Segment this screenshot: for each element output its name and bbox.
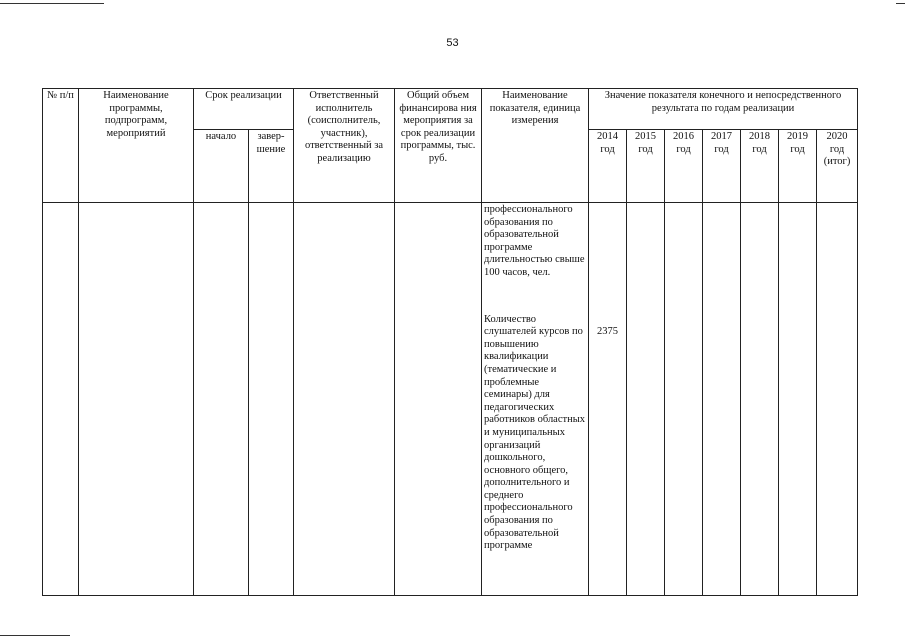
cell-value-2019 (779, 203, 817, 596)
header-name: Наименование программы, подпрограмм, мероприятий (79, 89, 194, 203)
header-funding: Общий объем финансирова ния мероприятия за срок реализации программы, тыс. руб. (395, 89, 482, 203)
header-year-2019: 2019 год (779, 130, 817, 203)
header-executor: Ответственный исполнитель (соисполнитель, участник), ответственный за реализацию (294, 89, 395, 203)
cell-value-2017 (703, 203, 741, 596)
page-number: 53 (446, 37, 459, 49)
header-period: Срок реализации (194, 89, 294, 130)
header-year-2016: 2016 год (665, 130, 703, 203)
table-row (43, 203, 858, 596)
header-row-1 (43, 89, 858, 130)
value-2014: 2375 (597, 326, 619, 337)
indicator-next-text: Количество слушателей курсов по повышению квалификации (тематические и проблемные семинары) для педагогических работников областных и муниципальных организаций дошкольного, основного общего, дополнительного и среднего профессионального образования по образовательной программе (484, 313, 586, 552)
cell-value-2018 (741, 203, 779, 596)
cell-value-2016 (665, 203, 703, 596)
cell-end (249, 203, 294, 596)
cell-start (194, 203, 249, 596)
cell-num (43, 203, 79, 596)
header-values-group: Значение показателя конечного и непосредственного результата по годам реализации (589, 89, 858, 130)
header-start: начало (194, 130, 249, 203)
program-table (42, 88, 858, 596)
cell-executor (294, 203, 395, 596)
cell-indicator (482, 203, 589, 596)
cell-value-2015 (627, 203, 665, 596)
header-indicator: Наименование показателя, единица измерения (482, 89, 589, 203)
indicator-continued-text: профессионального образования по образовательной программе длительностью свыше 100 часов, чел. (484, 204, 585, 278)
cell-name (79, 203, 194, 596)
header-num: № п/п (43, 89, 79, 203)
header-year-2018: 2018 год (741, 130, 779, 203)
header-year-2015: 2015 год (627, 130, 665, 203)
cell-funding (395, 203, 482, 596)
header-year-2017: 2017 год (703, 130, 741, 203)
scan-artifact-top-right (896, 3, 905, 4)
scan-artifact-bottom-left (0, 635, 70, 636)
cell-value-2020 (817, 203, 858, 596)
header-end: завер-шение (249, 130, 294, 203)
scan-artifact-top-left (0, 3, 104, 4)
header-year-2014: 2014 год (589, 130, 627, 203)
cell-value-2014 (589, 203, 627, 596)
header-year-2020: 2020 год (итог) (817, 130, 858, 203)
